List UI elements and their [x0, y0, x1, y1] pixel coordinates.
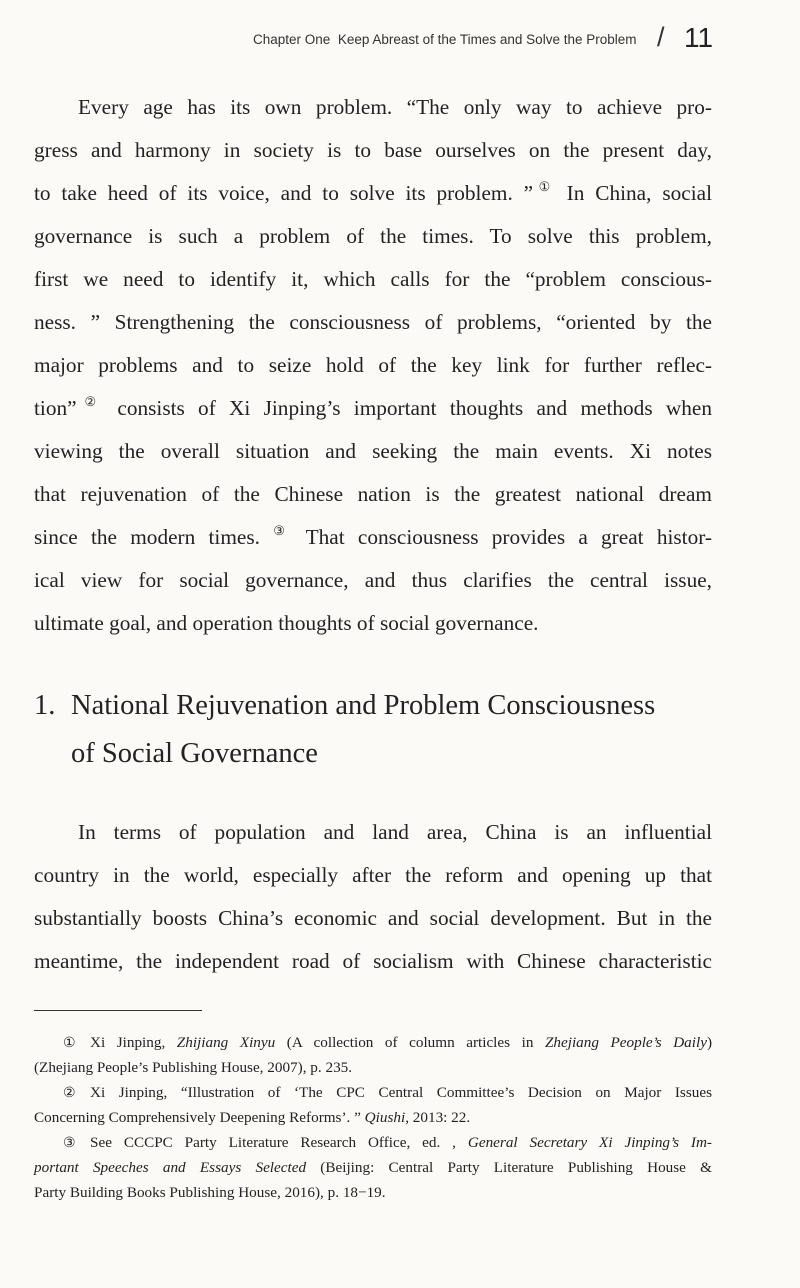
footnote-mark: ①: [63, 1036, 76, 1051]
text-line: that rejuvenation of the Chinese nation is the greatest national dream: [34, 482, 712, 506]
footnote-3-cont: Party Building Books Publishing House, 2016), p. 18−19.: [34, 1184, 386, 1201]
text-line: tion”② consists of Xi Jinping’s important thoughts and methods when: [34, 394, 712, 420]
text-line: governance is such a problem of the times. To solve this problem,: [34, 224, 712, 248]
text-line: meantime, the independent road of socialism with Chinese characteristic: [34, 949, 712, 973]
text-line: Every age has its own problem. “The only way to achieve pro-: [78, 95, 712, 119]
footnote-divider: [34, 1010, 202, 1011]
footnote-1-cont: (Zhejiang People’s Publishing House, 2007), p. 235.: [34, 1059, 353, 1076]
section-heading: [34, 682, 724, 778]
footnote-mark: ②: [63, 1086, 76, 1101]
footnote-ref: ②: [76, 394, 105, 409]
paragraph-section-1: [34, 811, 712, 983]
footnote-3: ③ See CCCPC Party Literature Research Office, ed. , General Secretary Xi Jinping’s Im-: [34, 1130, 712, 1155]
page-number: 11: [684, 22, 714, 53]
text-line: In terms of population and land area, China is an influential: [78, 820, 712, 844]
footnote-2-cont: Concerning Comprehensively Deepening Reforms’. ” Qiushi, 2013: 22.: [34, 1109, 471, 1126]
footnote-2: ② Xi Jinping, “Illustration of ‘The CPC Central Committee’s Decision on Major Issues: [34, 1080, 712, 1105]
text-line: ical view for social governance, and thus clarifies the central issue,: [34, 568, 712, 592]
footnote-1: ① Xi Jinping, Zhijiang Xinyu (A collection of column articles in Zhejiang People’s Daily): [34, 1030, 712, 1055]
section-title-line: National Rejuvenation and Problem Consciousness: [71, 690, 656, 721]
text-line: first we need to identify it, which calls for the “problem conscious-: [34, 267, 712, 291]
footnotes: [34, 1030, 712, 1205]
footnote-ref: ③: [273, 523, 293, 538]
text-line: substantially boosts China’s economic and social development. But in the: [34, 906, 712, 930]
section-number: 1.: [34, 690, 56, 721]
text-line: major problems and to seize hold of the key link for further reflec-: [34, 353, 712, 377]
chapter-title: Keep Abreast of the Times and Solve the Problem: [337, 32, 637, 47]
text-line: to take heed of its voice, and to solve its problem. ”① In China, social: [34, 179, 712, 205]
text-line: ness. ” Strengthening the consciousness of problems, “oriented by the: [34, 310, 712, 334]
text-line: since the modern times. ③ That consciousness provides a great histor-: [34, 523, 712, 549]
text-line: gress and harmony in society is to base ourselves on the present day,: [34, 138, 712, 162]
running-head: [0, 22, 800, 62]
footnote-ref: ①: [533, 179, 556, 194]
text-line: country in the world, especially after the reform and opening up that: [34, 863, 712, 887]
running-head-divider: /: [657, 22, 665, 52]
running-head-title: [253, 32, 643, 47]
text-line: viewing the overall situation and seeking the main events. Xi notes: [34, 439, 712, 463]
footnote-3-cont: portant Speeches and Essays Selected (Beijing: Central Party Literature Publishing House &: [34, 1159, 712, 1176]
footnote-mark: ③: [63, 1136, 76, 1151]
paragraph-intro: [34, 86, 712, 645]
section-title-line: of Social Governance: [71, 738, 318, 769]
chapter-label: Chapter One: [253, 32, 331, 47]
text-line: ultimate goal, and operation thoughts of social governance.: [34, 611, 539, 635]
